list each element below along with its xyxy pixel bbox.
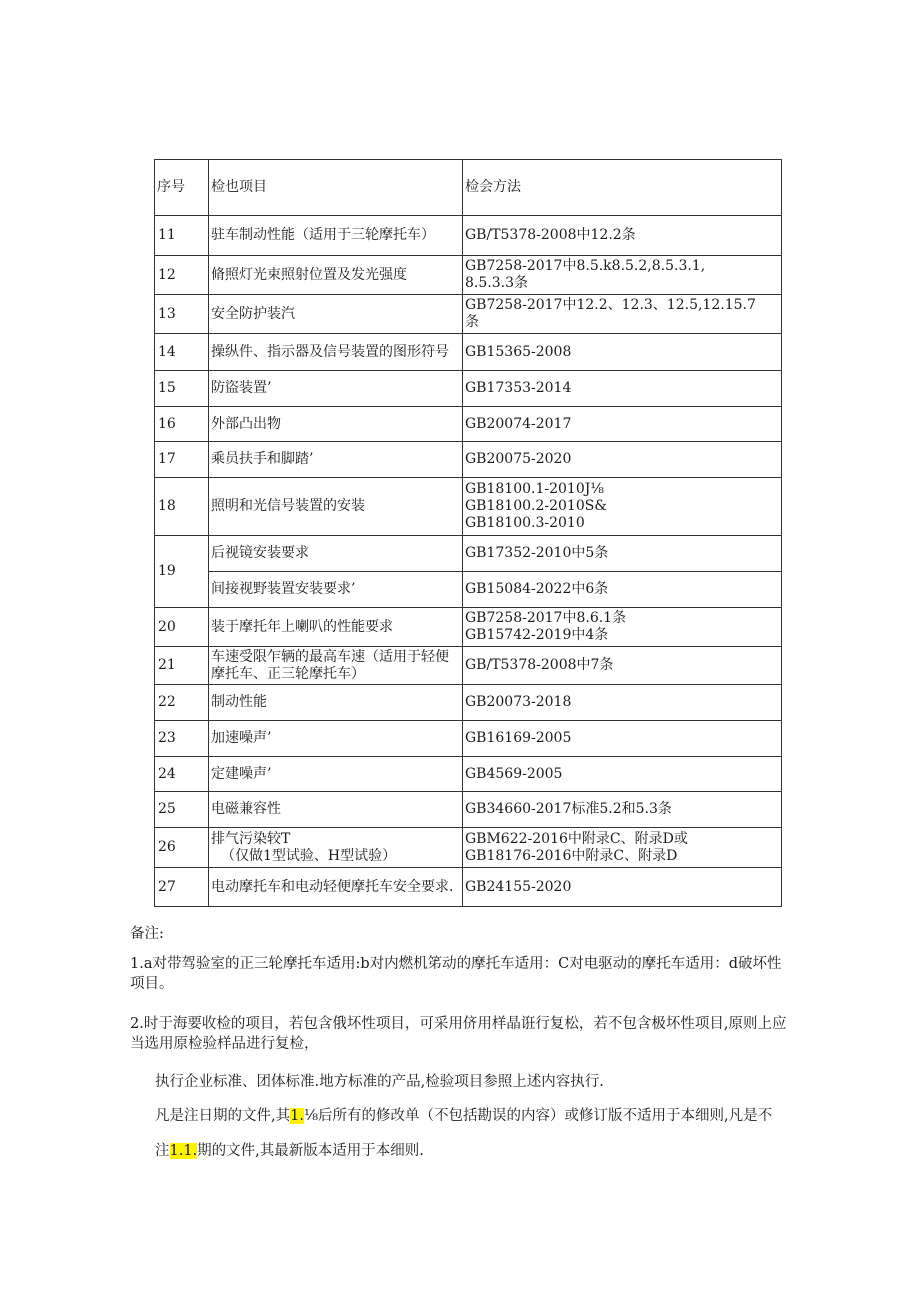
paragraph-2: 凡是注日期的文件,其1.⅛后所有的修改单（不包括勘误的内容）或修订版不适用于本细则,凡是不 — [155, 1108, 773, 1124]
row-item: 操纵件、指示器及信号装置的图形符号 — [209, 334, 463, 371]
header-item: 检也项目 — [209, 160, 463, 216]
note-1: 1.a对带驾验室的正三轮摩托车适用:b对内燃机笫动的摩托车适用：C对电驱动的摩托车适用：d破坏性项目。 — [130, 956, 782, 992]
row-no: 22 — [155, 685, 209, 721]
table-row — [155, 442, 782, 478]
row-method: GB18100.1-2010J⅛ GB18100.2-2010S& GB18100.3-2010 — [463, 478, 782, 536]
row-no: 13 — [155, 295, 209, 334]
row-method: GB/T5378-2008中7条 — [463, 647, 782, 685]
row-method: GB16169-2005 — [463, 721, 782, 757]
table-row — [155, 407, 782, 442]
paragraph-1: 执行企业标准、团体标准.地方标准的产品,检验项目参照上述内容执行. — [155, 1074, 604, 1090]
table-row — [155, 685, 782, 721]
row-item: 电动摩托车和电动轻便摩托车安全要求. — [209, 868, 463, 907]
row-item: 照明和光信号装置的安装 — [209, 478, 463, 536]
row-method: GB20075-2020 — [463, 442, 782, 478]
table-row — [155, 828, 782, 868]
table-row — [155, 478, 782, 536]
row-item: 驻车制动性能（适用于三轮摩托车） — [209, 216, 463, 256]
highlight-mark: 1. — [290, 1108, 304, 1124]
row-method: GB17353-2014 — [463, 371, 782, 407]
row-no: 24 — [155, 757, 209, 792]
header-method: 检会方法 — [463, 160, 782, 216]
row-method: GB4569-2005 — [463, 757, 782, 792]
row-method: GB34660-2017标准5.2和5.3条 — [463, 792, 782, 828]
highlight-mark: 1.1. — [169, 1143, 198, 1159]
row-no: 25 — [155, 792, 209, 828]
table-row — [155, 608, 782, 647]
row-method: GB15084-2022中6条 — [463, 572, 782, 608]
row-item: 定建噪声’ — [209, 757, 463, 792]
row-no: 18 — [155, 478, 209, 536]
row-item: 排气污染较T （仅做1型试验、H型试验） — [209, 828, 463, 868]
row-item: 后视镜安装要求 — [209, 536, 463, 572]
row-no: 20 — [155, 608, 209, 647]
row-item: 车速受限乍辆的最高车速（适用于轻便摩托车、正三轮摩托车） — [209, 647, 463, 685]
row-no: 21 — [155, 647, 209, 685]
row-method: GB15365-2008 — [463, 334, 782, 371]
row-no: 27 — [155, 868, 209, 907]
row-method: GB20073-2018 — [463, 685, 782, 721]
paragraph-3: 注1.1.期的文件,其最新版本适用于本细则. — [155, 1143, 424, 1159]
row-item: 防盜装置’ — [209, 371, 463, 407]
row-no: 17 — [155, 442, 209, 478]
table-header-row — [155, 160, 782, 216]
row-no: 15 — [155, 371, 209, 407]
row-item: 间接视野装置安装要求’ — [209, 572, 463, 608]
table-row — [155, 295, 782, 334]
row-item: 加速噪声’ — [209, 721, 463, 757]
row-method: GBM622-2016中附录C、附录D或 GB18176-2016中附录C、附录D — [463, 828, 782, 868]
row-item: 制动性能 — [209, 685, 463, 721]
table-row — [155, 647, 782, 685]
row-method: GB7258-2017中8.6.1条 GB15742-2019中4条 — [463, 608, 782, 647]
table-row — [155, 216, 782, 256]
table-row — [155, 371, 782, 407]
table-row — [155, 868, 782, 907]
table-row — [155, 721, 782, 757]
table-row — [155, 792, 782, 828]
row-method: GB/T5378-2008中12.2条 — [463, 216, 782, 256]
row-no: 14 — [155, 334, 209, 371]
row-no: 11 — [155, 216, 209, 256]
row-method: GB20074-2017 — [463, 407, 782, 442]
row-item: 乘员扶手和脚踏’ — [209, 442, 463, 478]
table-row — [155, 757, 782, 792]
row-no: 26 — [155, 828, 209, 868]
note-2: 2.时于海要收检的项目，若包含俄坏性项目，可采用侪用样晶诳行复松，若不包含极坏性项目,原则上应当选用原检验样品进行复检， — [130, 1016, 787, 1052]
table-row — [155, 572, 782, 608]
row-item: 安全防护装汽 — [209, 295, 463, 334]
row-item: 电磁兼容性 — [209, 792, 463, 828]
row-item: 装于摩托年上喇叭的性能要求 — [209, 608, 463, 647]
row-no: 16 — [155, 407, 209, 442]
table-row — [155, 536, 782, 572]
inspection-table — [154, 159, 782, 907]
notes-title: 备注: — [130, 926, 164, 942]
row-method: GB17352-2010中5条 — [463, 536, 782, 572]
header-no: 序号 — [155, 160, 209, 216]
row-method: GB7258-2017中12.2、12.3、12.5,12.15.7 条 — [463, 295, 782, 334]
table-row — [155, 334, 782, 371]
table-row — [155, 256, 782, 295]
row-item: 脩照灯光束照射位置及发光强度 — [209, 256, 463, 295]
row-no: 12 — [155, 256, 209, 295]
row-method: GB7258-2017中8.5.k8.5.2,8.5.3.1, 8.5.3.3条 — [463, 256, 782, 295]
row-method: GB24155-2020 — [463, 868, 782, 907]
row-item: 外部凸出物 — [209, 407, 463, 442]
row-no: 23 — [155, 721, 209, 757]
row-no: 19 — [155, 536, 209, 608]
